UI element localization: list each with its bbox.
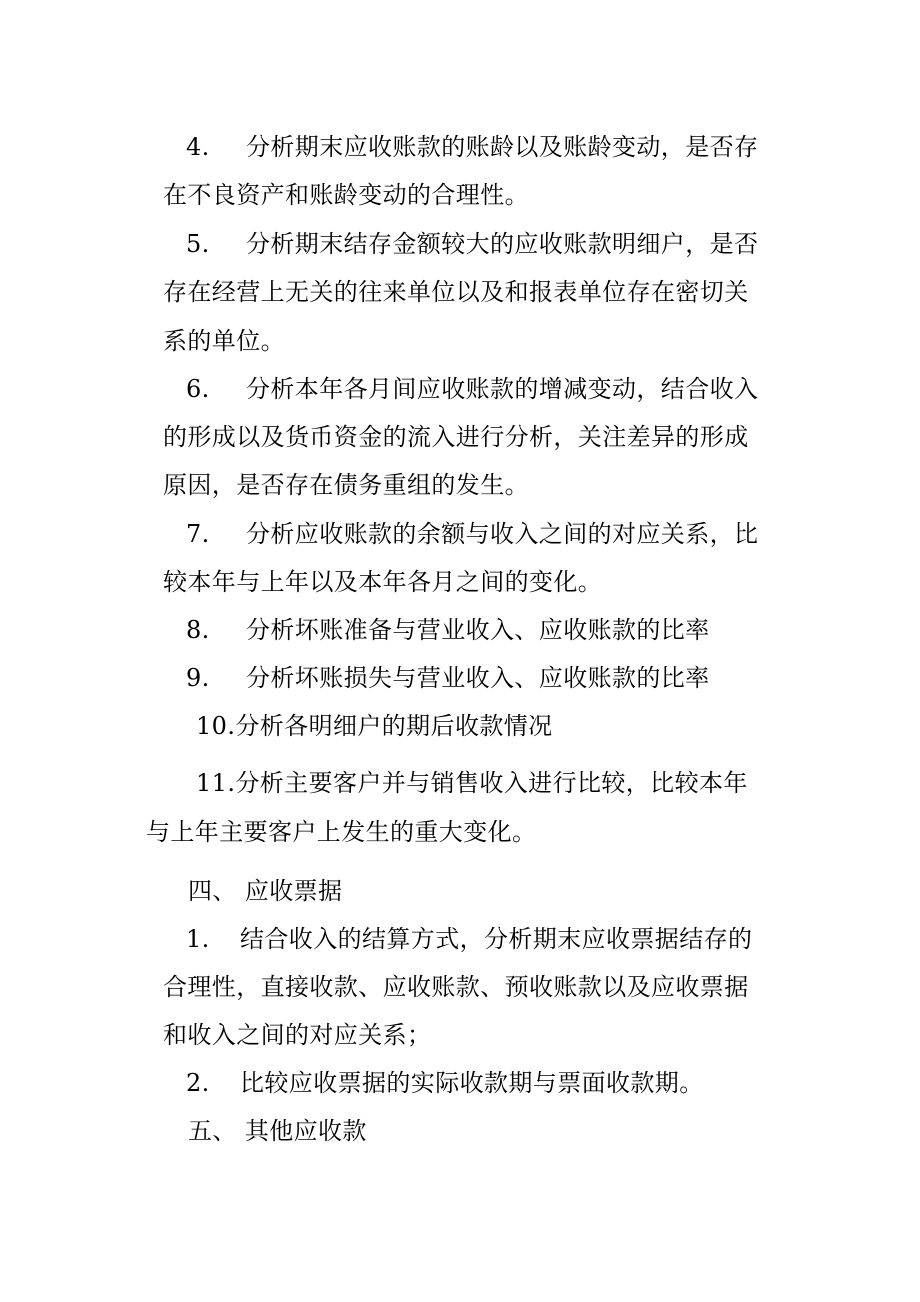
item-number: 6. [186,375,210,403]
item-text: 存在经营上无关的往来单位以及和报表单位存在密切关 [163,278,749,306]
section4-item-1-line-1 [186,924,752,954]
section-heading-5 [188,1116,367,1146]
item-number: 1. [186,925,210,953]
item-text: 与上年主要客户上发生的重大变化。 [146,818,537,846]
item-text: 的形成以及货币资金的流入进行分析，关注差异的形成 [163,423,749,451]
item-5-line-3 [163,326,285,356]
section-title: 五、 其他应收款 [188,1117,367,1145]
item-11-line-1 [196,768,748,798]
section4-item-1-line-2 [163,972,749,1002]
item-number: 4. [186,133,210,161]
item-4-line-1 [186,132,758,162]
item-11-line-2 [146,817,536,847]
section-title: 四、 应收票据 [188,877,343,905]
item-text: 较本年与上年以及本年各月之间的变化。 [163,568,603,596]
item-text: 和收入之间的对应关系； [163,1021,432,1049]
item-text: 分析期末结存金额较大的应收账款明细户，是否 [246,230,759,258]
item-5-line-2 [163,277,749,307]
item-7-line-2 [163,567,602,597]
item-text: 比较应收票据的实际收款期与票面收款期。 [240,1069,704,1097]
section4-item-2-line-1 [186,1068,704,1098]
item-text: 系的单位。 [163,327,285,355]
item-text: 分析坏账准备与营业收入、应收账款的比率 [246,616,710,644]
item-text: 分析应收账款的余额与收入之间的对应关系，比 [246,520,759,548]
section4-item-1-line-3 [163,1020,431,1050]
item-number: 5. [186,230,210,258]
item-text: 分析坏账损失与营业收入、应收账款的比率 [246,664,710,692]
item-text: 11.分析主要客户并与销售收入进行比较，比较本年 [196,769,748,797]
item-text: 原因，是否存在债务重组的发生。 [163,471,529,499]
section-heading-4 [188,876,342,906]
item-6-line-2 [163,422,749,452]
item-6-line-3 [163,470,529,500]
item-number: 2. [186,1069,210,1097]
item-text: 合理性，直接收款、应收账款、预收账款以及应收票据 [163,973,749,1001]
item-8-line-1 [186,615,710,645]
item-number: 8. [186,616,210,644]
item-7-line-1 [186,519,758,549]
item-10-line-1 [196,711,553,741]
item-4-line-2 [163,180,529,210]
item-number: 9. [186,664,210,692]
item-text: 10.分析各明细户的期后收款情况 [196,712,553,740]
item-text: 分析本年各月间应收账款的增减变动，结合收入 [246,375,759,403]
item-9-line-1 [186,663,710,693]
item-text: 结合收入的结算方式，分析期末应收票据结存的 [240,925,753,953]
item-number: 7. [186,520,210,548]
item-text: 在不良资产和账龄变动的合理性。 [163,181,529,209]
item-5-line-1 [186,229,758,259]
item-text: 分析期末应收账款的账龄以及账龄变动，是否存 [246,133,759,161]
item-6-line-1 [186,374,758,404]
